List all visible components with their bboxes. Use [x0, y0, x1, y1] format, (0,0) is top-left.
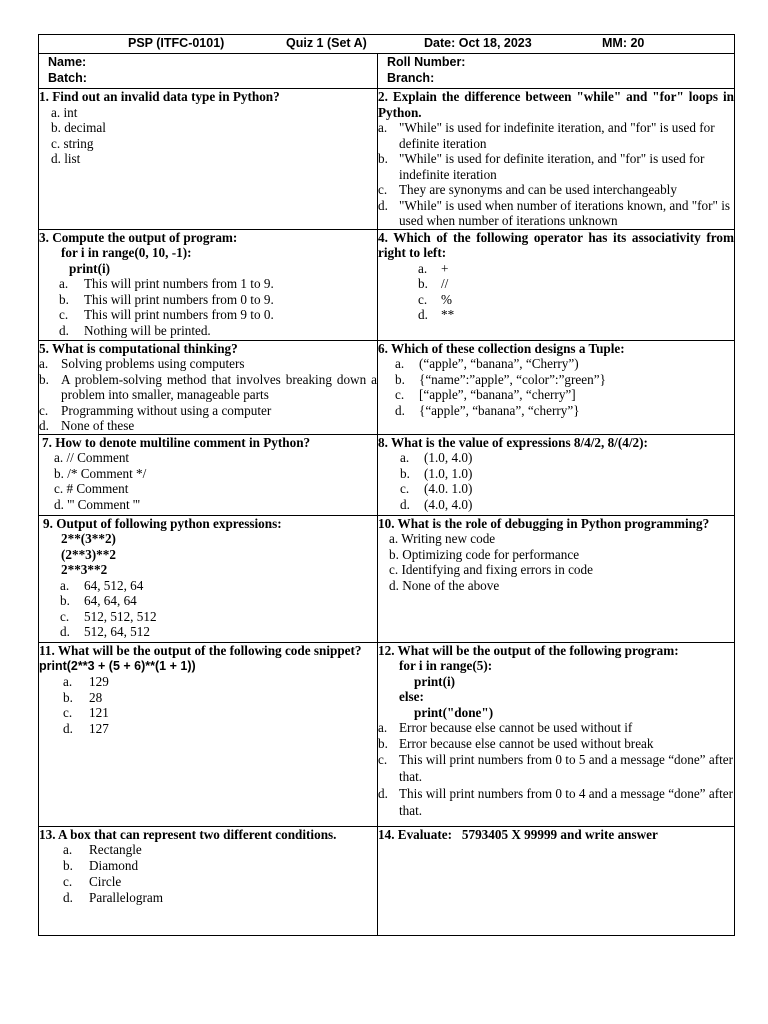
- question-4: [378, 229, 735, 340]
- code-line-2: print(i): [414, 673, 456, 689]
- quiz-title: Quiz 1 (Set A): [286, 36, 367, 50]
- option-c: c. # Comment: [54, 481, 129, 496]
- option-a: a. 129: [63, 674, 109, 689]
- option-b: b. Error because else cannot be used without break: [378, 735, 654, 751]
- option-a: a. This will print numbers from 1 to 9.: [59, 276, 274, 291]
- code-snippet: print(2**3 + (5 + 6)**(1 + 1)): [39, 659, 196, 673]
- option-a: a. Solving problems using computers: [39, 356, 245, 371]
- code-line-4: print("done"): [414, 704, 494, 720]
- question-text: 14. Evaluate: 5793405 X 99999 and write answer: [378, 826, 658, 842]
- option-d: d. None of these: [39, 418, 135, 433]
- option-b: b. //: [418, 276, 449, 291]
- option-a: a. +: [418, 260, 449, 276]
- roll-number-label: Roll Number:: [387, 55, 466, 69]
- batch-label: Batch:: [48, 71, 87, 85]
- student-info-left: [39, 54, 378, 89]
- question-7: [39, 434, 378, 515]
- option-b: b. 64, 64, 64: [60, 593, 137, 608]
- branch-label: Branch:: [387, 71, 435, 85]
- option-b: b. "While" is used for definite iteration, and "for" is used for indefinite iteration: [378, 151, 705, 182]
- question-text: 12. What will be the output of the following program:: [378, 642, 679, 658]
- question-text: 10. What is the role of debugging in Python programming?: [378, 515, 710, 531]
- code-line-1: for i in range(0, 10, -1):: [61, 245, 192, 260]
- option-b: b. 28: [63, 689, 103, 705]
- option-d: d. 512, 64, 512: [60, 624, 150, 639]
- option-d: d. Nothing will be printed.: [59, 322, 211, 338]
- code-line-3: 2**3**2: [61, 562, 108, 577]
- question-11: [39, 642, 378, 826]
- question-text: 13. A box that can represent two different conditions.: [39, 826, 337, 842]
- option-d: d. ''' Comment ''': [54, 496, 141, 512]
- question-text: 11. What will be the output of the following code snippet?: [39, 642, 362, 658]
- option-a: a. int: [51, 104, 78, 120]
- quiz-sheet: [38, 34, 735, 936]
- option-d: d. {“apple”, “banana”, “cherry”}: [395, 402, 580, 418]
- question-5: [39, 340, 378, 434]
- option-c: c. Identifying and fixing errors in code: [389, 562, 593, 577]
- quiz-date: Date: Oct 18, 2023: [424, 36, 532, 50]
- question-14: [378, 826, 735, 935]
- option-c: c. This will print numbers from 9 to 0.: [59, 307, 274, 322]
- question-8: [378, 434, 735, 515]
- code-line-1: 2**(3**2): [61, 531, 116, 546]
- quiz-header: [39, 35, 735, 54]
- option-c: c. (4.0. 1.0): [400, 481, 473, 496]
- option-c: c. [“apple”, “banana”, “cherry”]: [395, 387, 576, 402]
- question-text: 8. What is the value of expressions 8/4/2, 8/(4/2):: [378, 434, 648, 450]
- option-c: c. Programming without using a computer: [39, 402, 272, 418]
- option-a: a. (1.0, 4.0): [400, 450, 473, 465]
- question-text: 6. Which of these collection designs a Tuple:: [378, 340, 625, 356]
- option-b: b. decimal: [51, 120, 106, 135]
- question-9: [39, 515, 378, 642]
- option-b: b. This will print numbers from 0 to 9.: [59, 291, 274, 307]
- question-text: 5. What is computational thinking?: [39, 340, 238, 356]
- question-text: 1. Find out an invalid data type in Python?: [39, 89, 280, 104]
- code-line-2: print(i): [69, 260, 111, 276]
- question-10: [378, 515, 735, 642]
- option-c: c. 512, 512, 512: [60, 608, 157, 624]
- option-a: a. Writing new code: [389, 531, 496, 546]
- option-a: a. // Comment: [54, 450, 130, 465]
- code-line-3: else:: [399, 689, 424, 704]
- question-6: [378, 340, 735, 434]
- option-a: a. Rectangle: [63, 842, 142, 857]
- option-a: a. Error because else cannot be used without if: [378, 720, 633, 735]
- option-a: a. 64, 512, 64: [60, 577, 144, 593]
- student-info-right: [378, 54, 735, 89]
- option-d: d. "While" is used when number of iterations known, and "for" is used when number of iterations unknown: [378, 197, 731, 228]
- option-a: a. "While" is used for indefinite iteration, and "for" is used for definite iteration: [378, 120, 715, 151]
- option-a: a. (“apple”, “banana”, “Cherry”): [395, 356, 579, 371]
- name-label: Name:: [48, 55, 87, 69]
- course-code: PSP (ITFC-0101): [128, 36, 225, 50]
- question-12: [378, 642, 735, 826]
- option-c: c. They are synonyms and can be used interchangeably: [378, 182, 677, 197]
- option-b: b. {“name”:”apple”, “color”:”green”}: [395, 371, 606, 387]
- max-marks: MM: 20: [602, 36, 645, 50]
- option-d: d. None of the above: [389, 577, 500, 593]
- question-1: [39, 89, 378, 230]
- option-b: b. Diamond: [63, 858, 139, 873]
- option-b: b. A problem-solving method that involves breaking down a problem into smaller, manageable parts: [39, 371, 377, 402]
- option-d: d. 127: [63, 720, 109, 736]
- option-b: b. /* Comment */: [54, 465, 147, 481]
- option-d: d. This will print numbers from 0 to 4 and a message “done” after that.: [378, 786, 733, 818]
- code-line-2: (2**3)**2: [61, 546, 116, 562]
- option-d: d. **: [418, 307, 455, 322]
- option-c: c. string: [51, 135, 94, 151]
- option-c: c. %: [418, 291, 452, 307]
- option-c: c. This will print numbers from 0 to 5 and a message “done” after that.: [378, 752, 733, 784]
- option-b: b. (1.0, 1.0): [400, 465, 473, 481]
- question-text: 4. Which of the following operator has its associativity from right to left:: [378, 229, 734, 260]
- question-text: 3. Compute the output of program:: [39, 229, 238, 245]
- question-2: [378, 89, 735, 230]
- option-d: d. list: [51, 151, 81, 166]
- question-13: [39, 826, 378, 935]
- option-d: d. (4.0, 4.0): [400, 496, 473, 512]
- option-b: b. Optimizing code for performance: [389, 546, 580, 562]
- question-text: 7. How to denote multiline comment in Python?: [42, 434, 311, 450]
- option-d: d. Parallelogram: [63, 890, 163, 905]
- question-text: 9. Output of following python expressions:: [43, 515, 282, 531]
- code-line-1: for i in range(5):: [399, 658, 493, 673]
- question-3: [39, 229, 378, 340]
- option-c: c. Circle: [63, 874, 122, 889]
- question-text: 2. Explain the difference between "while" and "for" loops in Python.: [378, 89, 734, 120]
- option-c: c. 121: [63, 705, 109, 720]
